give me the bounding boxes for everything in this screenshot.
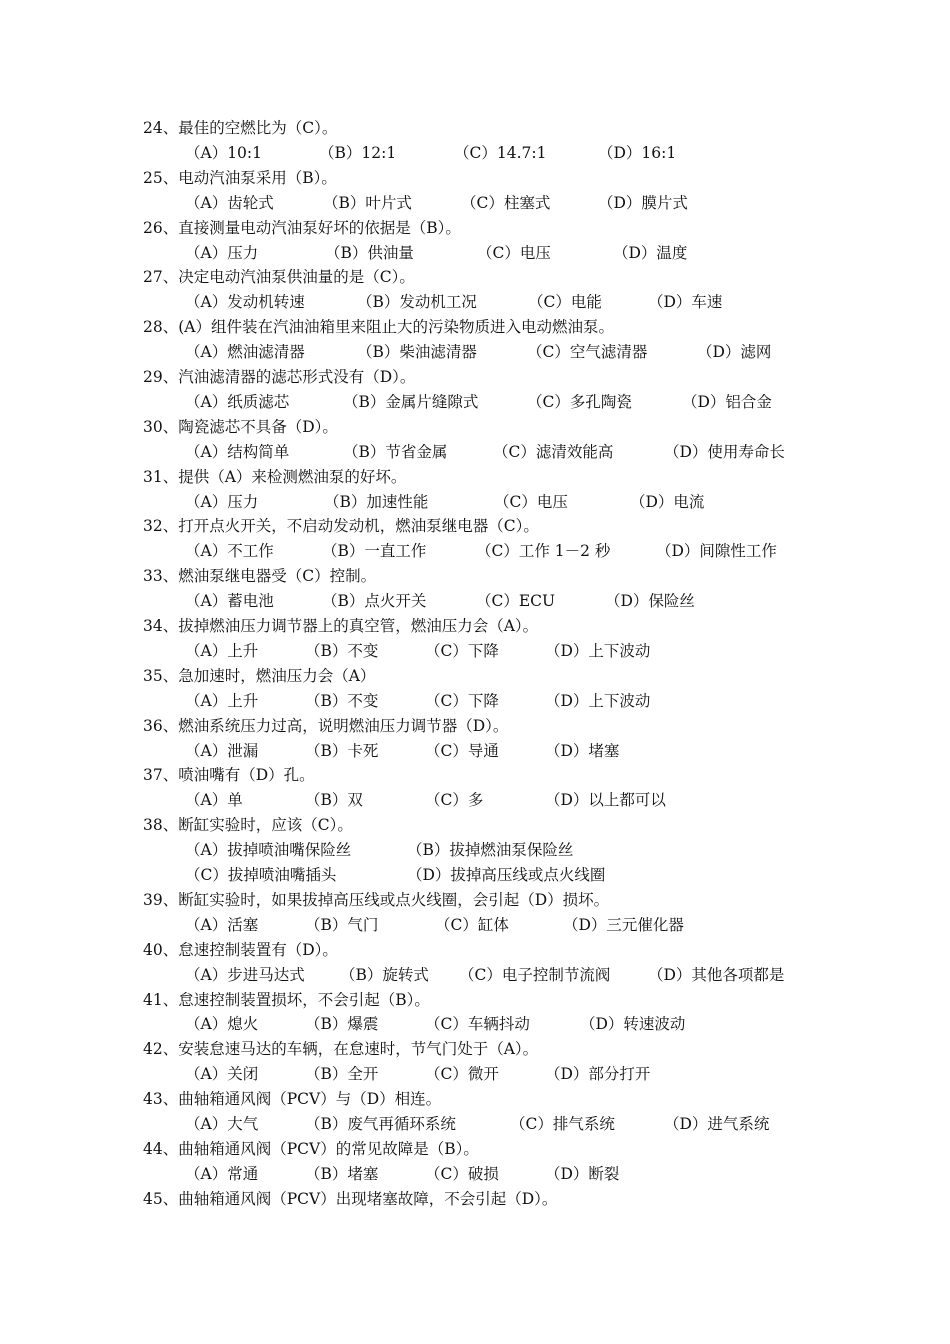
option-text: （A）上升: [185, 691, 259, 710]
option-text: （C）工作 1－2 秒: [476, 542, 611, 561]
option-text: （B）金属片缝隙式: [343, 392, 479, 411]
question-line: [0, 166, 950, 190]
question-text: 45、曲轴箱通风阀（PCV）出现堵塞故障，不会引起（D）。: [143, 1189, 558, 1208]
question-text: 31、提供（A）来检测燃油泵的好坏。: [143, 467, 407, 486]
option-text: （A）10:1: [185, 143, 263, 162]
option-text: （C）多: [425, 791, 484, 810]
option-text: （A）常通: [185, 1164, 259, 1183]
question-text: 42、安装怠速马达的车辆，在怠速时，节气门处于（A）。: [143, 1040, 539, 1059]
option-text: （B）气门: [305, 915, 379, 934]
question-line: [0, 1187, 950, 1211]
question-text: 29、汽油滤清器的滤芯形式没有（D）。: [143, 368, 416, 386]
question-line: [0, 1037, 950, 1061]
options-line: [0, 863, 950, 887]
question-text: 27、决定电动汽油泵供油量的是（C）。: [143, 268, 415, 287]
option-text: （B）卡死: [305, 741, 379, 760]
option-text: （C）导通: [425, 741, 499, 760]
question-text: 28、(A）组件装在汽油油箱里来阻止大的污染物质进入电动燃油泵。: [143, 318, 614, 337]
option-text: （D）上下波动: [545, 691, 651, 710]
option-text: （A）步进马达式: [185, 965, 305, 984]
option-text: （C）滤清效能高: [493, 442, 614, 461]
option-text: （B）双: [305, 791, 363, 810]
options-line: [0, 1112, 950, 1136]
question-line: [0, 265, 950, 289]
question-text: 40、怠速控制装置有（D）。: [143, 940, 338, 959]
options-line: [0, 589, 950, 613]
option-text: （D）16:1: [598, 143, 677, 162]
option-text: （A）压力: [185, 243, 259, 262]
option-text: （C）电压: [477, 243, 551, 262]
question-line: [0, 938, 950, 962]
options-line: [0, 539, 950, 563]
option-text: （C）缸体: [435, 915, 509, 934]
option-text: （A）燃油滤清器: [185, 343, 305, 362]
option-text: （D）间隙性工作: [656, 542, 777, 561]
option-text: （D）膜片式: [598, 193, 688, 212]
option-text: （D）电流: [630, 492, 705, 511]
option-text: （A）大气: [185, 1115, 259, 1133]
question-line: [0, 465, 950, 489]
option-text: （A）单: [185, 791, 243, 810]
option-text: （D）拔掉高压线或点火线圈: [407, 866, 606, 884]
question-line: [0, 1087, 950, 1111]
option-text: （C）电能: [528, 293, 602, 312]
question-text: 26、直接测量电动汽油泵好坏的依据是（B）。: [143, 218, 461, 237]
question-line: [0, 714, 950, 738]
options-line: [0, 838, 950, 862]
option-text: （C）破损: [425, 1164, 499, 1183]
option-text: （D）三元催化器: [563, 915, 684, 934]
option-text: （B）柴油滤清器: [357, 343, 477, 362]
option-text: （C）下降: [425, 691, 499, 710]
option-text: （A）纸质滤芯: [185, 392, 290, 411]
question-text: 41、怠速控制装置损坏，不会引起（B）。: [143, 990, 430, 1009]
question-line: [0, 415, 950, 439]
options-line: [0, 290, 950, 314]
option-text: （A）上升: [185, 641, 259, 660]
options-line: [0, 141, 950, 165]
question-text: 43、曲轴箱通风阀（PCV）与（D）相连。: [143, 1090, 442, 1109]
option-text: （D）上下波动: [545, 641, 651, 660]
question-line: [0, 564, 950, 588]
option-text: （C）多孔陶瓷: [527, 392, 632, 411]
options-line: [0, 340, 950, 364]
option-text: （D）铝合金: [682, 392, 772, 411]
question-text: 34、拔掉燃油压力调节器上的真空管，燃油压力会（A）。: [143, 617, 539, 635]
question-text: 30、陶瓷滤芯不具备（D）。: [143, 417, 338, 436]
question-line: [0, 365, 950, 389]
option-text: （D）以上都可以: [545, 791, 666, 810]
options-line: [0, 390, 950, 414]
options-line: [0, 639, 950, 663]
question-text: 33、燃油泵继电器受（C）控制。: [143, 567, 377, 586]
option-text: （B）爆震: [305, 1015, 379, 1034]
question-line: [0, 763, 950, 787]
option-text: （C）微开: [425, 1065, 499, 1084]
options-line: [0, 490, 950, 514]
option-text: （B）废气再循环系统: [305, 1115, 456, 1133]
option-text: （B）堵塞: [305, 1164, 379, 1183]
options-line: [0, 788, 950, 812]
option-text: （D）断裂: [545, 1164, 620, 1183]
options-line: [0, 241, 950, 265]
option-text: （D）滤网: [697, 343, 772, 362]
options-line: [0, 689, 950, 713]
option-text: （A）拔掉喷油嘴保险丝: [185, 841, 352, 860]
question-text: 32、打开点火开关，不启动发动机，燃油泵继电器（C）。: [143, 517, 539, 536]
option-text: （D）部分打开: [545, 1065, 651, 1084]
option-text: （B）拔掉燃油泵保险丝: [407, 841, 574, 860]
question-text: 38、断缸实验时，应该（C）。: [143, 816, 353, 835]
question-line: [0, 614, 950, 638]
option-text: （B）全开: [305, 1065, 379, 1084]
option-text: （B）12:1: [319, 143, 397, 162]
options-line: [0, 963, 950, 987]
option-text: （B）点火开关: [322, 592, 427, 611]
option-text: （D）使用寿命长: [664, 442, 785, 461]
question-line: [0, 888, 950, 912]
option-text: （C）拔掉喷油嘴插头: [185, 866, 337, 884]
options-line: [0, 1062, 950, 1086]
options-line: [0, 440, 950, 464]
option-text: （B）叶片式: [323, 193, 412, 212]
option-text: （D）进气系统: [664, 1115, 770, 1133]
options-line: [0, 1162, 950, 1186]
option-text: （A）发动机转速: [185, 293, 305, 312]
option-text: （B）不变: [305, 641, 379, 660]
options-line: [0, 739, 950, 763]
option-text: （A）活塞: [185, 915, 259, 934]
option-text: （B）发动机工况: [357, 293, 477, 312]
option-text: （A）齿轮式: [185, 193, 274, 212]
options-line: [0, 1012, 950, 1036]
option-text: （A）不工作: [185, 542, 274, 561]
option-text: （D）温度: [613, 243, 688, 262]
option-text: （A）蓄电池: [185, 592, 274, 611]
option-text: （D）其他各项都是: [648, 965, 785, 984]
question-line: [0, 988, 950, 1012]
option-text: （A）熄火: [185, 1015, 259, 1034]
question-text: 24、最佳的空燃比为（C）。: [143, 119, 338, 137]
option-text: （B）节省金属: [343, 442, 448, 461]
option-text: （C）电子控制节流阀: [459, 965, 611, 984]
option-text: （C）空气滤清器: [527, 343, 648, 362]
option-text: （C）14.7:1: [454, 143, 547, 162]
option-text: （C）电压: [494, 492, 568, 511]
options-line: [0, 191, 950, 215]
option-text: （A）关闭: [185, 1065, 259, 1084]
option-text: （D）车速: [648, 293, 723, 312]
option-text: （B）不变: [305, 691, 379, 710]
options-line: [0, 913, 950, 937]
question-line: [0, 664, 950, 688]
question-text: 39、断缸实验时，如果拔掉高压线或点火线圈，会引起（D）损坏。: [143, 890, 610, 909]
option-text: （D）转速波动: [580, 1015, 686, 1034]
option-text: （C）下降: [425, 641, 499, 660]
option-text: （C）ECU: [476, 592, 556, 611]
question-line: [0, 315, 950, 339]
option-text: （D）堵塞: [545, 741, 620, 760]
question-line: [0, 216, 950, 240]
option-text: （D）保险丝: [605, 592, 695, 611]
option-text: （A）结构简单: [185, 442, 290, 461]
question-text: 44、曲轴箱通风阀（PCV）的常见故障是（B）。: [143, 1139, 479, 1158]
question-text: 35、急加速时，燃油压力会（A）: [143, 666, 376, 685]
question-line: [0, 1137, 950, 1161]
option-text: （C）柱塞式: [461, 193, 551, 212]
question-line: [0, 514, 950, 538]
option-text: （C）车辆抖动: [425, 1015, 530, 1034]
question-text: 37、喷油嘴有（D）孔。: [143, 766, 315, 785]
question-text: 25、电动汽油泵采用（B）。: [143, 168, 337, 187]
option-text: （C）排气系统: [510, 1115, 615, 1133]
option-text: （B）旋转式: [340, 965, 429, 984]
question-line: [0, 813, 950, 837]
question-line: [0, 116, 950, 140]
option-text: （A）泄漏: [185, 741, 259, 760]
option-text: （B）加速性能: [324, 492, 429, 511]
option-text: （B）一直工作: [322, 542, 427, 561]
question-text: 36、燃油系统压力过高，说明燃油压力调节器（D）。: [143, 716, 509, 735]
option-text: （B）供油量: [325, 243, 414, 262]
option-text: （A）压力: [185, 492, 259, 511]
